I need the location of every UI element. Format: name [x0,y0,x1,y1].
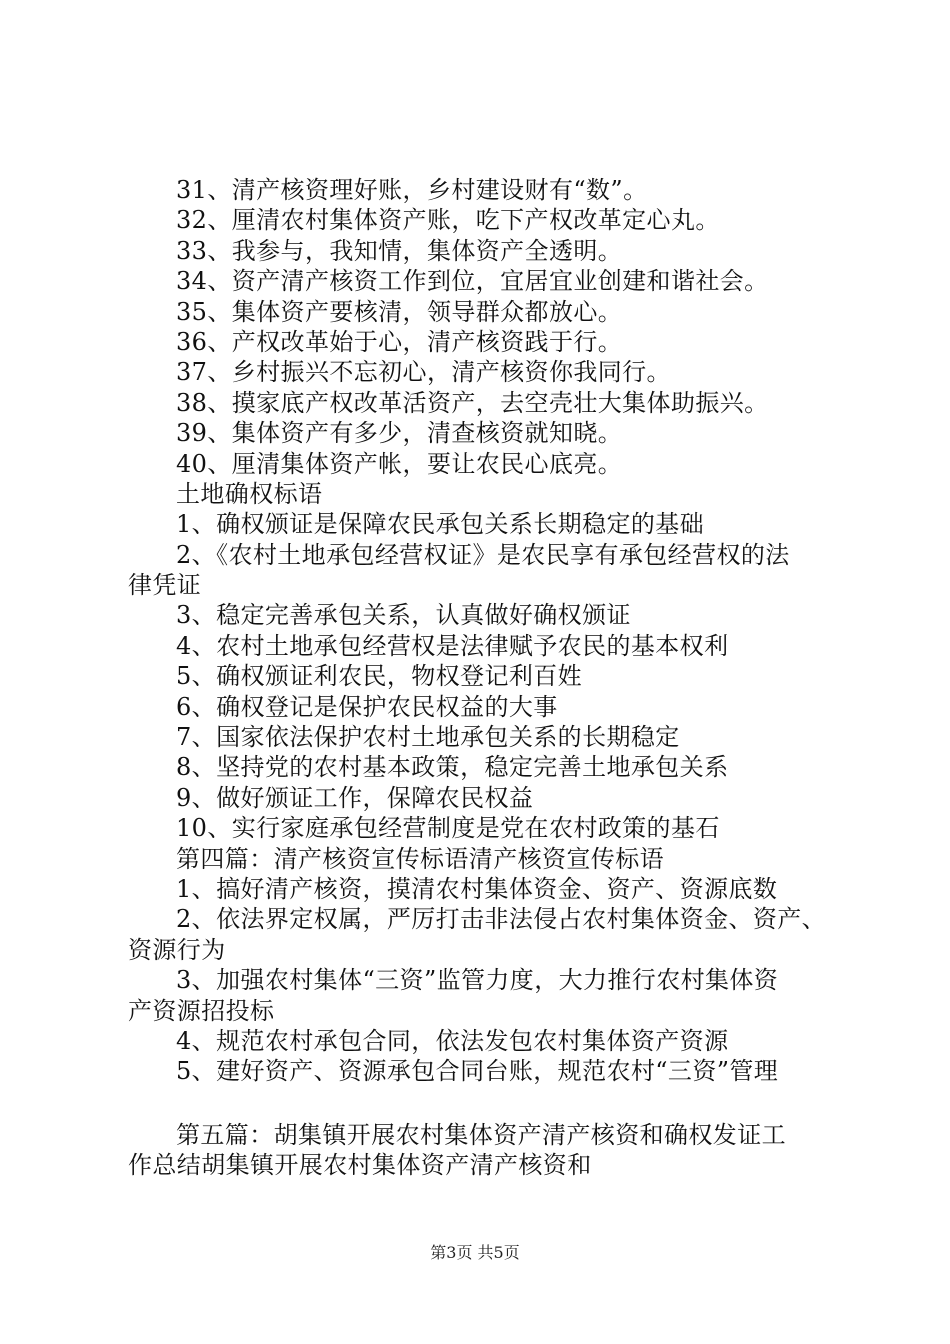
slogan-31: 31、清产核资理好账，乡村建设财有“数”。 [176,176,648,204]
land-section-heading: 土地确权标语 [176,479,323,508]
part5-heading-line-1: 第五篇：胡集镇开展农村集体资产清产核资和确权发证工 [176,1121,786,1149]
land-slogan-3: 3、稳定完善承包关系，认真做好确权颁证 [176,601,631,630]
land-slogan-6: 6、确权登记是保护农民权益的大事 [176,692,558,721]
land-slogan-2-continued: 律凭证 [128,571,202,600]
land-slogan-7: 7、国家依法保护农村土地承包关系的长期稳定 [176,723,680,752]
part4-slogan-3: 3、加强农村集体“三资”监管力度，大力推行农村集体资 [176,966,779,995]
land-slogan-10: 10、实行家庭承包经营制度是党在农村政策的基石 [176,814,720,843]
slogan-36: 36、产权改革始于心，清产核资践于行。 [176,327,623,356]
land-slogan-4: 4、农村土地承包经营权是法律赋予农民的基本权利 [176,631,729,660]
part4-slogan-3-continued: 产资源招投标 [128,996,275,1025]
slogan-39: 39、集体资产有多少，清查核资就知晓。 [176,419,623,448]
land-slogan-1: 1、确权颁证是保障农民承包关系长期稳定的基础 [176,510,705,539]
part4-slogan-2-continued: 资源行为 [128,935,226,964]
part4-slogan-5: 5、建好资产、资源承包合同台账，规范农村“三资”管理 [176,1057,779,1086]
land-slogan-8: 8、坚持党的农村基本政策，稳定完善土地承包关系 [176,753,729,782]
document-body [128,175,840,1087]
slogan-33: 33、我参与，我知情，集体资产全透明。 [176,236,623,265]
slogan-32: 32、厘清农村集体资产账，吃下产权改革定心丸。 [176,206,720,235]
page-footer: 第3页 共5页 [430,1243,520,1262]
land-slogan-2: 2、《农村土地承包经营权证》是农民享有承包经营权的法 [176,540,790,569]
part5-heading-line-2: 作总结胡集镇开展农村集体资产清产核资和 [128,1151,592,1180]
part4-slogan-1: 1、搞好清产核资，摸清农村集体资金、资产、资源底数 [176,874,778,903]
part4-heading: 第四篇：清产核资宣传标语清产核资宣传标语 [176,844,664,873]
slogan-38: 38、摸家底产权改革活资产，去空壳壮大集体助振兴。 [176,388,769,417]
part4-slogan-2: 2、依法界定权属，严厉打击非法侵占农村集体资金、资产、 [176,905,827,934]
part5-heading [128,1120,840,1181]
part4-slogan-4: 4、规范农村承包合同，依法发包农村集体资产资源 [176,1026,729,1055]
slogan-37: 37、乡村振兴不忘初心，清产核资你我同行。 [176,358,671,387]
land-slogan-9: 9、做好颁证工作，保障农民权益 [176,783,534,812]
slogan-40: 40、厘清集体资产帐，要让农民心底亮。 [176,449,623,478]
slogan-35: 35、集体资产要核清，领导群众都放心。 [176,297,623,326]
land-slogan-5: 5、确权颁证利农民，物权登记利百姓 [176,662,583,691]
slogan-34: 34、资产清产核资工作到位，宜居宜业创建和谐社会。 [176,267,769,296]
